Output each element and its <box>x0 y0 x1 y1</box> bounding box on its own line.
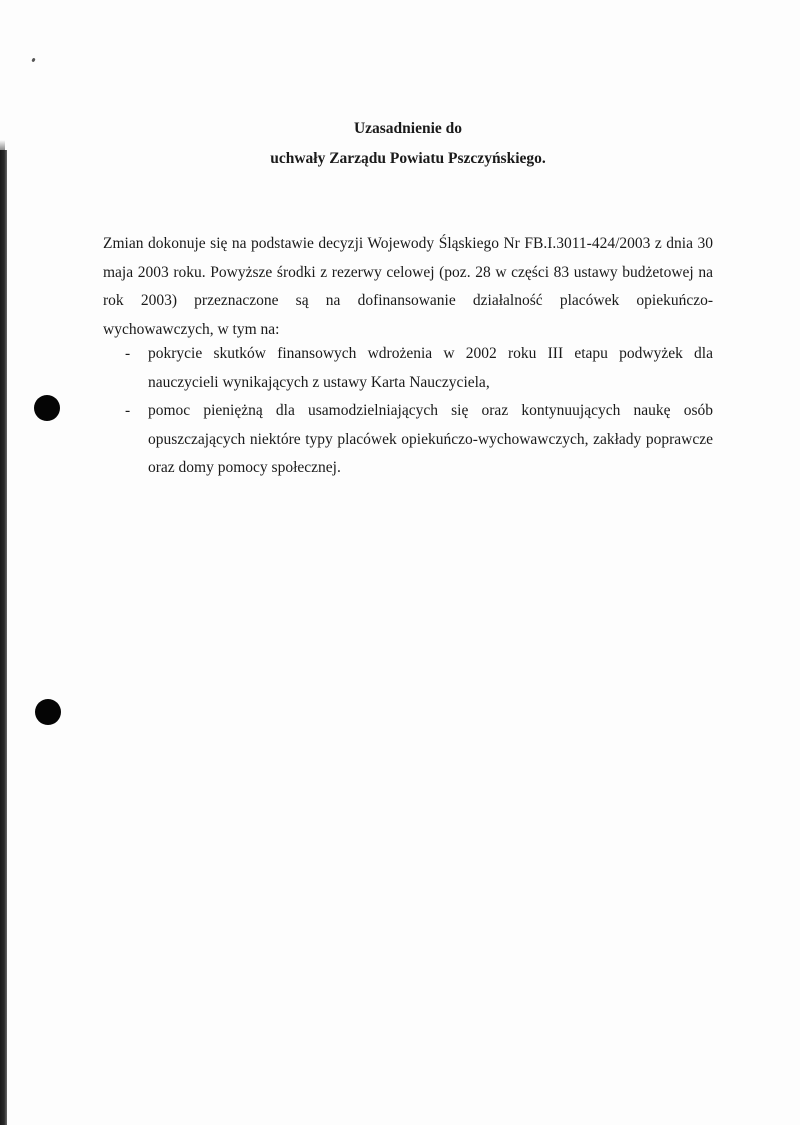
scan-speck <box>31 58 36 63</box>
punch-hole-upper <box>34 395 60 421</box>
list-dash-marker: - <box>125 402 131 419</box>
list-dash-marker: - <box>125 345 131 362</box>
list-item <box>103 340 713 397</box>
intro-paragraph: Zmian dokonuje się na podstawie decyzji Wojewody Śląskiego Nr FB.I.3011-424/2003 z dnia 30 maja 2003 roku. Powyższe środki z rezerwy celowej (poz. 28 w części 83 ustawy budżetowej na rok 2003) przeznaczone są na dofinansowanie działalność placówek opiekuńczo-wychowawczych, w tym na: <box>103 235 713 338</box>
document-title-line-2: uchwały Zarządu Powiatu Pszczyńskiego. <box>270 150 546 167</box>
punch-hole-lower <box>35 699 61 725</box>
purpose-list <box>103 340 713 483</box>
list-item <box>103 397 713 483</box>
scan-edge-shadow <box>0 150 7 1125</box>
list-item-text: pomoc pieniężną dla usamodzielniających się oraz kontynuujących naukę osób opuszczających niektóre typy placówek opiekuńczo-wychowawczych, zakłady poprawcze oraz domy pomocy społecznej. <box>148 402 713 476</box>
list-item-text: pokrycie skutków finansowych wdrożenia w 2002 roku III etapu podwyżek dla nauczycieli wynikających z ustawy Karta Nauczyciela, <box>148 345 713 391</box>
document-title-line-1: Uzasadnienie do <box>353 120 463 137</box>
